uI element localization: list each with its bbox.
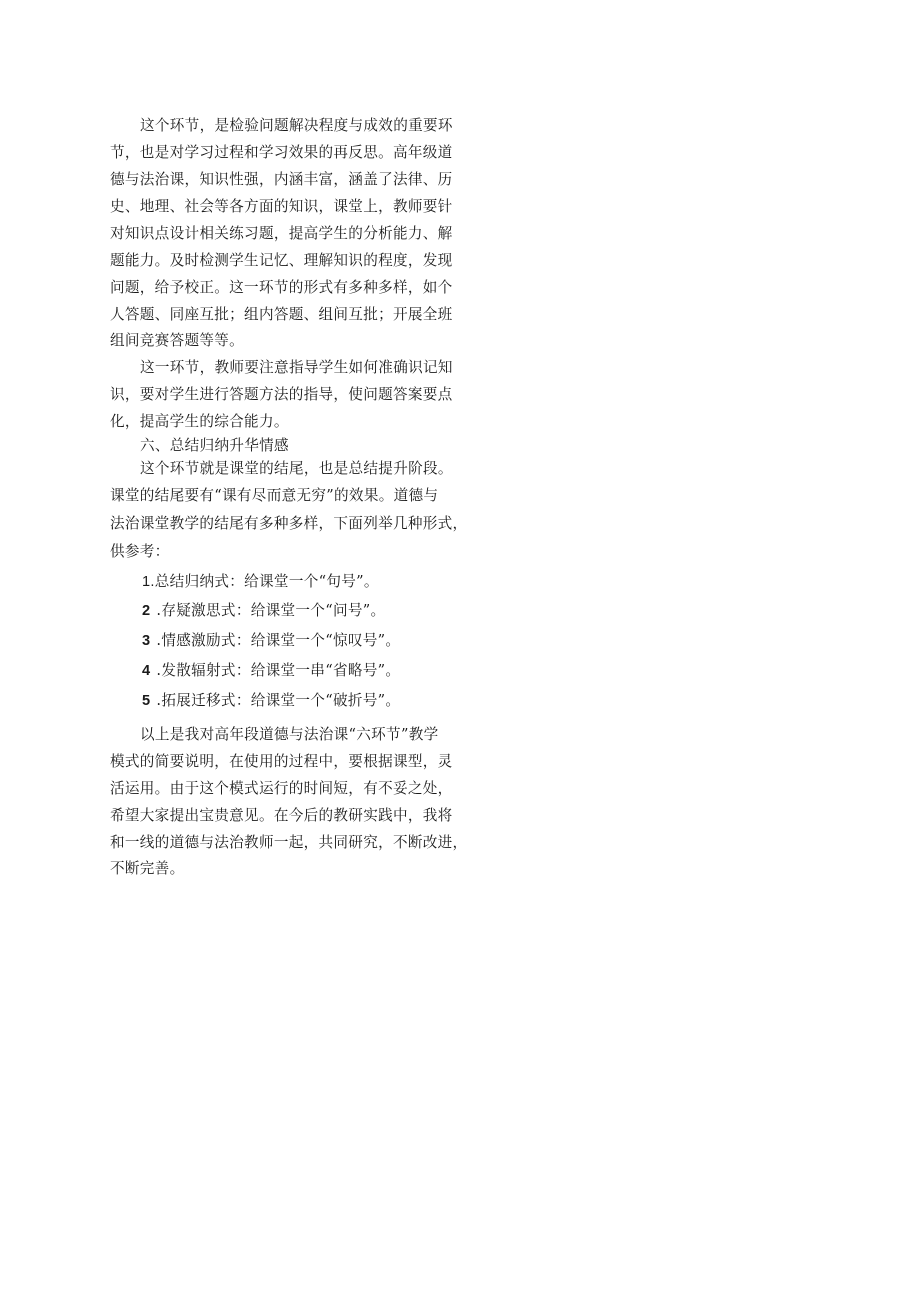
list-item-text: .存疑激思式：给课堂一个“问号”。 — [156, 602, 386, 619]
paragraph-1-line-8: 人答题、同座互批；组内答题、组间互批；开展全班 — [110, 306, 453, 323]
paragraph-3-line-1: 这个环节就是课堂的结尾，也是总结提升阶段。 — [140, 460, 453, 477]
list-item-text: .拓展迁移式：给课堂一个“破折号”。 — [156, 692, 401, 709]
list-item-number: 3 — [142, 633, 151, 649]
paragraph-4-line-6: 不断完善。 — [110, 860, 185, 877]
list-item-text: 总结归纳式：给课堂一个“句号”。 — [154, 573, 379, 590]
paragraph-1-line-6: 题能力。及时检测学生记忆、理解知识的程度，发现 — [110, 252, 453, 269]
list-item-number: 2 — [142, 603, 151, 619]
paragraph-4-line-1: 以上是我对高年段道德与法治课“六环节”教学 — [140, 726, 439, 743]
paragraph-1-line-3: 德与法治课，知识性强，内涵丰富，涵盖了法律、历 — [110, 171, 453, 188]
list-item-number: 1. — [142, 574, 155, 590]
list-item — [142, 691, 400, 711]
paragraph-1-line-4: 史、地理、社会等各方面的知识，课堂上，教师要针 — [110, 198, 453, 215]
paragraph-1-line-2: 节，也是对学习过程和学习效果的再反思。高年级道 — [110, 144, 453, 161]
paragraph-1-line-9: 组间竞赛答题等等。 — [110, 332, 245, 349]
list-item — [142, 631, 400, 651]
paragraph-4-line-2: 模式的简要说明，在使用的过程中，要根据课型，灵 — [110, 753, 453, 770]
list-item-number: 4 — [142, 663, 151, 679]
paragraph-2-line-2: 识，要对学生进行答题方法的指导，使问题答案要点 — [110, 386, 453, 403]
list-item — [142, 572, 379, 592]
paragraph-4-line-3: 活运用。由于这个模式运行的时间短，有不妥之处， — [110, 780, 453, 797]
paragraph-1-line-5: 对知识点设计相关练习题，提高学生的分析能力、解 — [110, 225, 453, 242]
paragraph-4-line-4: 希望大家提出宝贵意见。在今后的教研实践中，我将 — [110, 807, 453, 824]
list-item — [142, 661, 400, 681]
list-item-number: 5 — [142, 693, 151, 709]
section-heading: 六、总结归纳升华情感 — [140, 437, 289, 454]
paragraph-3-line-3: 法治课堂教学的结尾有多种多样，下面列举几种形式， — [110, 515, 468, 532]
paragraph-3-line-4: 供参考： — [110, 543, 170, 560]
paragraph-3-line-2: 课堂的结尾要有“课有尽而意无穷”的效果。道德与 — [110, 487, 439, 504]
paragraph-1-line-1: 这个环节，是检验问题解决程度与成效的重要环 — [140, 117, 453, 134]
list-item-text: .情感激励式：给课堂一个“惊叹号”。 — [156, 632, 401, 649]
list-item-text: .发散辐射式：给课堂一串“省略号”。 — [156, 662, 401, 679]
list-item — [142, 601, 385, 621]
paragraph-1-line-7: 问题，给予校正。这一环节的形式有多种多样，如个 — [110, 279, 453, 296]
paragraph-2-line-3: 化，提高学生的综合能力。 — [110, 413, 289, 430]
paragraph-2-line-1: 这一环节，教师要注意指导学生如何准确识记知 — [140, 359, 453, 376]
paragraph-4-line-5: 和一线的道德与法治教师一起，共同研究，不断改进， — [110, 834, 468, 851]
